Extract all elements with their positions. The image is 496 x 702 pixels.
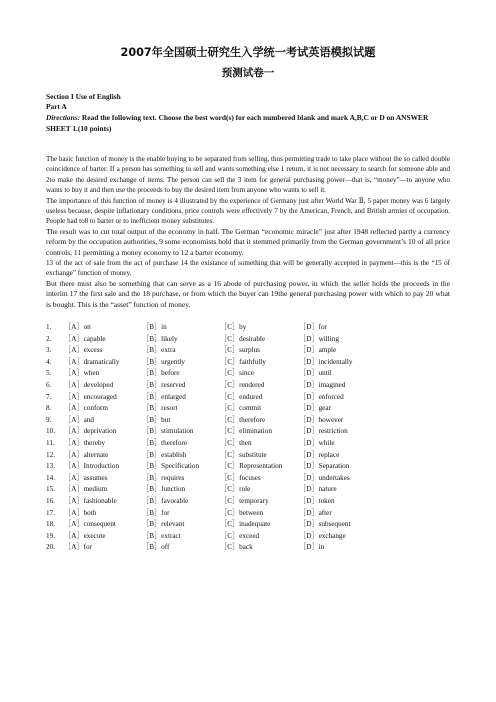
answer-row xyxy=(46,508,450,520)
answer-row xyxy=(46,531,450,543)
answer-row xyxy=(46,334,450,346)
option-letter: ［A］ xyxy=(64,497,84,505)
option-word: resort xyxy=(161,404,178,413)
option-letter: ［A］ xyxy=(64,520,84,529)
option-d xyxy=(299,368,359,380)
option-b xyxy=(142,542,220,554)
option-letter: ［B］ xyxy=(142,508,162,517)
option-word: endured xyxy=(239,392,263,401)
option-word: between xyxy=(239,508,264,517)
option-letter: ［B］ xyxy=(142,427,162,436)
option-letter: ［B］ xyxy=(142,462,162,471)
question-number: 15. xyxy=(46,485,55,494)
part-heading: Part A xyxy=(46,102,67,111)
option-word: consequent xyxy=(83,520,116,529)
option-letter: ［C］ xyxy=(220,381,240,390)
option-a xyxy=(64,368,142,380)
answer-row xyxy=(46,461,450,473)
option-letter: ［B］ xyxy=(142,415,162,424)
option-c xyxy=(220,473,299,485)
option-d xyxy=(299,473,359,485)
option-letter: ［A］ xyxy=(64,415,84,424)
option-word: exchange xyxy=(318,531,346,540)
option-word: temporary xyxy=(239,497,269,505)
option-letter: ［D］ xyxy=(299,497,319,505)
option-b xyxy=(142,392,220,404)
option-b xyxy=(142,519,220,531)
option-word: but xyxy=(161,415,171,424)
option-word: subsequent xyxy=(318,520,351,529)
option-d xyxy=(299,508,359,520)
option-d xyxy=(299,334,359,346)
option-b xyxy=(142,484,220,496)
option-c xyxy=(220,531,299,543)
option-word: Introduction xyxy=(83,462,120,471)
option-word: favorable xyxy=(161,497,189,505)
option-b xyxy=(142,322,220,334)
option-word: Specification xyxy=(161,462,200,471)
option-word: imagined xyxy=(318,381,346,390)
option-a xyxy=(64,519,142,531)
option-letter: ［D］ xyxy=(299,334,319,343)
option-word: off xyxy=(161,543,170,552)
option-b xyxy=(142,473,220,485)
option-c xyxy=(220,426,299,438)
answer-row xyxy=(46,426,450,438)
option-word: thereby xyxy=(83,439,106,448)
question-number: 6. xyxy=(46,381,52,390)
option-c xyxy=(220,357,299,369)
option-c xyxy=(220,508,299,520)
option-b xyxy=(142,357,220,369)
option-word: urgently xyxy=(161,357,185,366)
option-word: and xyxy=(83,415,94,424)
option-word: until xyxy=(318,369,332,378)
option-letter: ［A］ xyxy=(64,427,84,436)
option-d xyxy=(299,426,359,438)
option-letter: ［D］ xyxy=(299,450,319,459)
question-number: 20. xyxy=(46,543,55,552)
question-number: 11. xyxy=(46,439,55,448)
answer-row xyxy=(46,403,450,415)
option-letter: ［B］ xyxy=(142,334,162,343)
answer-row xyxy=(46,519,450,531)
option-letter: ［B］ xyxy=(142,531,162,540)
option-letter: ［D］ xyxy=(299,462,319,471)
option-a xyxy=(64,450,142,462)
option-word: developed xyxy=(83,381,114,390)
option-letter: ［C］ xyxy=(220,415,240,424)
option-d xyxy=(299,345,359,357)
option-word: elimination xyxy=(239,427,272,436)
option-letter: ［A］ xyxy=(64,473,84,482)
question-number: 1. xyxy=(46,323,52,332)
option-letter: ［D］ xyxy=(299,415,319,424)
question-number: 12. xyxy=(46,450,55,459)
option-letter: ［A］ xyxy=(64,543,84,552)
answer-row xyxy=(46,473,450,485)
option-word: role xyxy=(239,485,251,494)
option-letter: ［D］ xyxy=(299,508,319,517)
option-d xyxy=(299,519,359,531)
option-d xyxy=(299,357,359,369)
answer-row xyxy=(46,438,450,450)
option-word: in xyxy=(161,323,167,332)
option-word: surplus xyxy=(239,346,260,355)
option-c xyxy=(220,496,299,508)
answer-row xyxy=(46,542,450,554)
option-d xyxy=(299,322,359,334)
option-word: when xyxy=(83,369,100,378)
option-word: for xyxy=(83,543,92,552)
option-a xyxy=(64,508,142,520)
option-letter: ［D］ xyxy=(299,543,319,552)
option-d xyxy=(299,403,359,415)
option-letter: ［A］ xyxy=(64,334,84,343)
option-d xyxy=(299,392,359,404)
answer-row xyxy=(46,415,450,427)
question-number: 17. xyxy=(46,508,55,517)
option-letter: ［A］ xyxy=(64,357,84,366)
answer-row xyxy=(46,368,450,380)
option-d xyxy=(299,450,359,462)
option-a xyxy=(64,415,142,427)
option-word: deprivation xyxy=(83,427,117,436)
option-word: while xyxy=(318,439,335,448)
option-a xyxy=(64,345,142,357)
option-letter: ［A］ xyxy=(64,404,84,413)
option-c xyxy=(220,392,299,404)
option-c xyxy=(220,380,299,392)
option-d xyxy=(299,542,359,554)
question-number: 7. xyxy=(46,392,52,401)
option-word: Separation xyxy=(318,462,350,471)
option-word: for xyxy=(318,323,327,332)
option-a xyxy=(64,392,142,404)
option-word: incidentally xyxy=(318,357,353,366)
option-b xyxy=(142,368,220,380)
option-word: by xyxy=(239,323,247,332)
directions xyxy=(46,113,450,134)
option-letter: ［D］ xyxy=(299,357,319,366)
option-letter: ［A］ xyxy=(64,346,84,355)
option-b xyxy=(142,380,220,392)
option-letter: ［B］ xyxy=(142,485,162,494)
option-word: before xyxy=(161,369,180,378)
question-number: 5. xyxy=(46,369,52,378)
option-letter: ［A］ xyxy=(64,531,84,540)
option-a xyxy=(64,542,142,554)
question-number: 4. xyxy=(46,357,52,366)
option-letter: ［D］ xyxy=(299,323,319,332)
option-letter: ［A］ xyxy=(64,450,84,459)
option-a xyxy=(64,322,142,334)
option-letter: ［C］ xyxy=(220,404,240,413)
option-word: focuses xyxy=(239,473,261,482)
option-d xyxy=(299,438,359,450)
option-word: faithfully xyxy=(239,357,266,366)
option-word: requires xyxy=(161,473,185,482)
option-word: undertakes xyxy=(318,473,350,482)
option-c xyxy=(220,461,299,473)
option-c xyxy=(220,415,299,427)
option-word: both xyxy=(83,508,97,517)
passage xyxy=(46,154,450,310)
option-letter: ［A］ xyxy=(64,392,84,401)
option-word: function xyxy=(161,485,186,494)
option-word: stimulation xyxy=(161,427,194,436)
option-c xyxy=(220,403,299,415)
option-letter: ［A］ xyxy=(64,508,84,517)
option-c xyxy=(220,322,299,334)
option-letter: ［B］ xyxy=(142,520,162,529)
option-letter: ［C］ xyxy=(220,323,240,332)
option-word: therefore xyxy=(161,439,188,448)
option-letter: ［B］ xyxy=(142,497,162,505)
question-number: 18. xyxy=(46,520,55,529)
option-b xyxy=(142,345,220,357)
option-letter: ［C］ xyxy=(220,357,240,366)
option-word: extract xyxy=(161,531,181,540)
answer-row xyxy=(46,380,450,392)
option-d xyxy=(299,380,359,392)
option-word: extra xyxy=(161,346,176,355)
option-a xyxy=(64,438,142,450)
option-a xyxy=(64,334,142,346)
option-letter: ［C］ xyxy=(220,450,240,459)
option-c xyxy=(220,438,299,450)
option-word: alternate xyxy=(83,450,109,459)
question-number: 9. xyxy=(46,415,52,424)
option-a xyxy=(64,496,142,508)
directions-label: Directions: xyxy=(46,113,81,122)
option-b xyxy=(142,496,220,508)
option-letter: ［D］ xyxy=(299,485,319,494)
option-b xyxy=(142,415,220,427)
option-word: back xyxy=(239,543,253,552)
option-word: reserved xyxy=(161,381,186,390)
option-letter: ［C］ xyxy=(220,427,240,436)
option-c xyxy=(220,334,299,346)
option-letter: ［C］ xyxy=(220,392,240,401)
option-d xyxy=(299,461,359,473)
option-word: assumes xyxy=(83,473,108,482)
option-word: rendered xyxy=(239,381,265,390)
option-c xyxy=(220,484,299,496)
option-word: however xyxy=(318,415,344,424)
option-letter: ［C］ xyxy=(220,520,240,529)
option-b xyxy=(142,461,220,473)
option-c xyxy=(220,519,299,531)
option-word: execute xyxy=(83,531,106,540)
answer-row xyxy=(46,450,450,462)
option-word: excess xyxy=(83,346,103,355)
option-b xyxy=(142,403,220,415)
option-b xyxy=(142,426,220,438)
option-c xyxy=(220,542,299,554)
option-word: for xyxy=(161,508,170,517)
option-a xyxy=(64,380,142,392)
option-letter: ［B］ xyxy=(142,369,162,378)
question-number: 3. xyxy=(46,346,52,355)
option-word: desirable xyxy=(239,334,266,343)
question-number: 16. xyxy=(46,497,55,505)
option-a xyxy=(64,484,142,496)
option-d xyxy=(299,415,359,427)
option-word: enlarged xyxy=(161,392,186,401)
option-letter: ［D］ xyxy=(299,531,319,540)
option-letter: ［C］ xyxy=(220,508,240,517)
option-letter: ［A］ xyxy=(64,439,84,448)
option-word: enforced xyxy=(318,392,344,401)
option-letter: ［B］ xyxy=(142,404,162,413)
passage-paragraph: But there must also be something that can serve as a 16 abode of purchasing power, in which the seller holds the proceeds in the interim 17 the first sale and the 18 purchase, or from which the buyer can 19the general purchasing power with which to pay 20 what is bought. This is the “asset” function of money. xyxy=(46,278,450,309)
option-a xyxy=(64,461,142,473)
option-letter: ［B］ xyxy=(142,323,162,332)
option-word: establish xyxy=(161,450,187,459)
option-letter: ［B］ xyxy=(142,381,162,390)
option-b xyxy=(142,450,220,462)
option-letter: ［C］ xyxy=(220,497,240,505)
question-number: 14. xyxy=(46,473,55,482)
answer-row xyxy=(46,345,450,357)
option-letter: ［B］ xyxy=(142,543,162,552)
option-b xyxy=(142,438,220,450)
option-word: on xyxy=(83,323,91,332)
answer-row xyxy=(46,496,450,508)
option-word: substitute xyxy=(239,450,267,459)
option-letter: ［A］ xyxy=(64,323,84,332)
option-a xyxy=(64,426,142,438)
option-letter: ［C］ xyxy=(220,369,240,378)
option-word: medium xyxy=(83,485,108,494)
option-letter: ［D］ xyxy=(299,381,319,390)
directions-text: Read the following text. Choose the best word(s) for each numbered blank and mark A,B,C or D on ANSWER SHEET 1.(10 points) xyxy=(46,113,429,133)
option-c xyxy=(220,345,299,357)
option-letter: ［A］ xyxy=(64,369,84,378)
option-d xyxy=(299,484,359,496)
option-word: restriction xyxy=(318,427,348,436)
option-word: capable xyxy=(83,334,106,343)
option-letter: ［C］ xyxy=(220,346,240,355)
page-title: 2007年全国硕士研究生入学统一考试英语模拟试题 xyxy=(120,46,376,59)
option-letter: ［C］ xyxy=(220,334,240,343)
option-c xyxy=(220,368,299,380)
option-word: exceed xyxy=(239,531,260,540)
option-letter: ［C］ xyxy=(220,531,240,540)
option-a xyxy=(64,403,142,415)
option-letter: ［B］ xyxy=(142,439,162,448)
option-letter: ［D］ xyxy=(299,427,319,436)
option-letter: ［C］ xyxy=(220,462,240,471)
option-word: inadequate xyxy=(239,520,271,529)
option-word: gear xyxy=(318,404,331,413)
answer-options xyxy=(46,322,450,554)
page-subtitle: 预测试卷一 xyxy=(221,67,275,79)
option-c xyxy=(220,450,299,462)
option-letter: ［D］ xyxy=(299,392,319,401)
passage-paragraph: 13 of the act of sale from the act of purchase 14 the existance of something that will be generally accepted in payment—this is the “15 of exchange” function of money. xyxy=(46,259,450,278)
answer-row xyxy=(46,357,450,369)
option-letter: ［B］ xyxy=(142,357,162,366)
question-number: 13. xyxy=(46,462,55,471)
option-d xyxy=(299,496,359,508)
option-letter: ［C］ xyxy=(220,543,240,552)
option-letter: ［D］ xyxy=(299,369,319,378)
question-number: 10. xyxy=(46,427,55,436)
passage-paragraph: The importance of this function of money is 4 illustrated by the experience of Germany just after World War Ⅱ, 5 paper money was 6 largely useless because, despite inflationary conditions, price controls were effectively 7 by the American, French, and British armies of occupation. People had to8 to barter or to inefficient money substitutes. xyxy=(46,196,450,226)
option-letter: ［C］ xyxy=(220,485,240,494)
option-letter: ［D］ xyxy=(299,404,319,413)
option-a xyxy=(64,531,142,543)
option-word: in xyxy=(318,543,325,552)
option-word: likely xyxy=(161,334,178,343)
option-letter: ［A］ xyxy=(64,485,84,494)
option-word: willing xyxy=(318,334,339,343)
option-letter: ［A］ xyxy=(64,462,84,471)
option-word: relevant xyxy=(161,520,185,529)
option-a xyxy=(64,357,142,369)
option-word: nature xyxy=(318,485,337,494)
option-word: fashionable xyxy=(83,497,117,505)
option-letter: ［B］ xyxy=(142,392,162,401)
passage-paragraph: The basic function of money is the enable buying to be separated from selling, thus permitting trade to take place without the so called double coincidence of barter. If a person has something to sell and wants something else 1 return, it is not necessary to search for someone able and 2to make the desired exchange of items. The person can sell the 3 item for general purchasing power—that is, “money”—to anyone who wants to buy it and then use the proceeds to buy the desired item from anyone who wants to sell it. xyxy=(46,155,450,195)
answer-row xyxy=(46,392,450,404)
answer-row xyxy=(46,484,450,496)
option-word: dramatically xyxy=(83,357,120,366)
option-word: conform xyxy=(83,404,108,413)
section-heading: Section I Use of English xyxy=(46,92,121,101)
option-word: commit xyxy=(239,404,262,413)
option-word: after xyxy=(318,508,332,517)
passage-paragraph: The result was to cut total output of the economy in half. The German “economic miracle” just after 1948 reflected partly a currency reform by the occupation authorities, 9 some economists hold that it stemmed primarily from the German government’s 10 of all price controls, 11 permitting a money economy to 12 a barter economy. xyxy=(46,226,450,257)
option-letter: ［D］ xyxy=(299,439,319,448)
option-letter: ［B］ xyxy=(142,450,162,459)
option-word: therefore xyxy=(239,415,266,424)
option-word: Representation xyxy=(239,462,283,471)
option-letter: ［B］ xyxy=(142,346,162,355)
answer-row xyxy=(46,322,450,334)
option-letter: ［D］ xyxy=(299,473,319,482)
option-letter: ［B］ xyxy=(142,473,162,482)
question-number: 8. xyxy=(46,404,52,413)
option-word: encouraged xyxy=(83,392,117,401)
option-letter: ［D］ xyxy=(299,346,319,355)
option-b xyxy=(142,508,220,520)
option-word: since xyxy=(239,369,254,378)
option-a xyxy=(64,473,142,485)
option-letter: ［C］ xyxy=(220,439,240,448)
option-word: replace xyxy=(318,450,340,459)
question-number: 19. xyxy=(46,531,55,540)
option-d xyxy=(299,531,359,543)
question-number: 2. xyxy=(46,334,52,343)
option-word: then xyxy=(239,439,252,448)
option-letter: ［D］ xyxy=(299,520,319,529)
option-b xyxy=(142,334,220,346)
option-letter: ［A］ xyxy=(64,381,84,390)
option-word: ample xyxy=(318,346,337,355)
option-letter: ［C］ xyxy=(220,473,240,482)
option-b xyxy=(142,531,220,543)
option-word: token xyxy=(318,497,335,505)
